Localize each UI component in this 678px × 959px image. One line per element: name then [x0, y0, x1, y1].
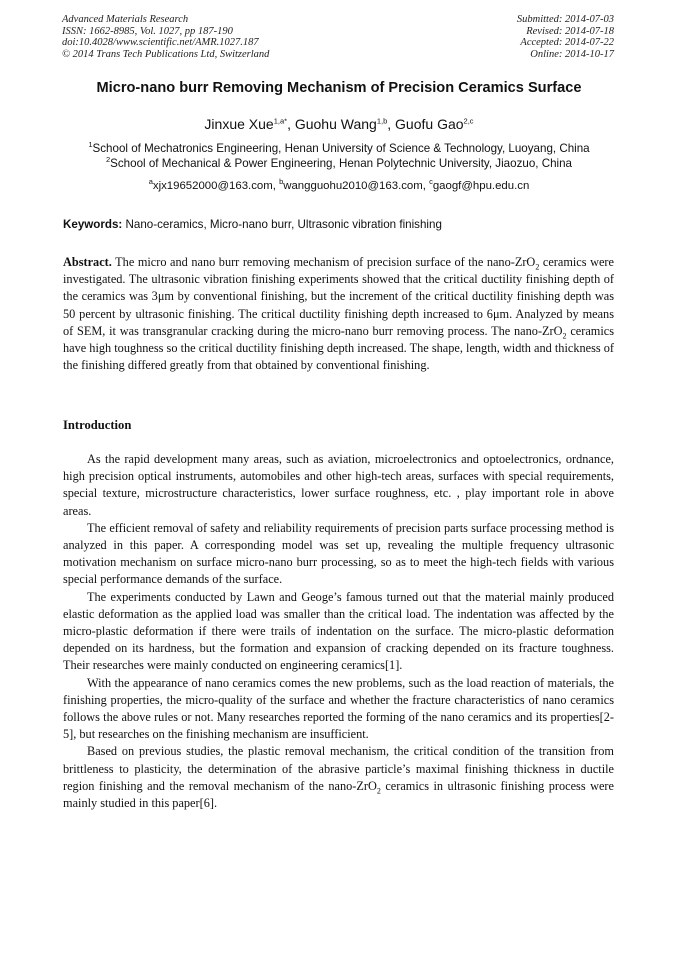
- subscript: 2: [562, 331, 567, 341]
- subscript: 2: [376, 786, 381, 796]
- issn-line: ISSN: 1662-8985, Vol. 1027, pp 187-190: [62, 25, 233, 37]
- author-sup: 1,a*: [273, 116, 288, 126]
- abstract: [63, 254, 614, 374]
- affiliation-text: School of Mechanical & Power Engineering, Henan Polytechnic University, Jiaozuo, China: [110, 157, 573, 170]
- affiliation: [0, 142, 678, 155]
- email: xjx19652000@163.com: [152, 180, 273, 192]
- paragraph: With the appearance of nano ceramics comes the new problems, such as the load reaction of materials, the finishing properties, the micro-quality of the surface and whether the fracture characteristics of nano ceramics follows the above rules or not. Many researches reported the forming of the nano ceramics and its properties[2-5], but researches on the finishing mechanism are insufficient.: [63, 675, 614, 742]
- abstract-label: Abstract.: [63, 255, 112, 269]
- keywords-label: Keywords:: [63, 218, 123, 231]
- keywords: [63, 218, 442, 231]
- paragraph-text: ceramics in ultrasonic finishing process were mainly studied in this paper[6].: [63, 778, 614, 811]
- affiliation-sup: 2: [105, 155, 111, 165]
- online-date: Online: 2014-10-17: [530, 48, 614, 60]
- abstract-text: ceramics have high toughness so the critical ductility finishing depth increased. The shape, length, width and thickness of the finishing differed greatly from that obtained by conventional finishing.: [63, 323, 615, 373]
- keywords-text: Nano-ceramics, Micro-nano burr, Ultrasonic vibration finishing: [125, 218, 442, 231]
- submitted-date: Submitted: 2014-07-03: [516, 14, 614, 25]
- author-name: Jinxue Xue: [204, 116, 274, 132]
- abstract-text: ceramics were investigated. The ultrasonic vibration finishing experiments showed that the critical ductility finishing depth of the ceramics was 3μm by conventional finishing, but the increment of the critical ductility finishing depth was 50 percent by ultrasonic finishing. The critical ductility finishing depth increased to 6μm. Analyzed by means of SEM, it was transgranular cracking during the micro-nano burr removing process. The nano-ZrO: [63, 255, 614, 338]
- email-sup: b: [279, 177, 284, 187]
- author-list: Jinxue Xue$^{1,a*}$, Guohu Wang$^{1,b}$, Guofu Gao$^{2,c}$: [204, 116, 474, 132]
- paragraph: As the rapid development many areas, such as aviation, microelectronics and optoelectronics, ordnance, high precision optical instruments, automobiles and other high-tech areas, surfaces with special requirements, special texture, microstructure characteristics, lower surface roughness, etc. , play important role in above areas.: [63, 452, 614, 518]
- copyright-line: © 2014 Trans Tech Publications Ltd, Switzerland: [62, 48, 270, 60]
- paragraph: [63, 743, 614, 812]
- email-sup: c: [429, 177, 433, 187]
- revised-date: Revised: 2014-07-18: [526, 25, 614, 37]
- author-sup: 1,b: [376, 116, 388, 126]
- affiliation-sup: 1: [88, 140, 93, 150]
- accepted-date: Accepted: 2014-07-22: [520, 37, 614, 49]
- paper-title: Micro-nano burr Removing Mechanism of Precision Ceramics Surface: [96, 80, 582, 96]
- author-name: Guofu Gao: [395, 116, 464, 132]
- dates-header: [517, 14, 614, 60]
- email: gaogf@hpu.edu.cn: [432, 180, 530, 192]
- introduction-body: [63, 451, 614, 812]
- paragraph: The efficient removal of safety and reliability requirements of precision parts surface processing method is analyzed in this paper. A corresponding model was set up, revealing the multiple frequency ultrasonic motivation mechanism on surface micro-nano burr processing, so as to meet the high-tech fields with various special performance demands of the surface.: [63, 520, 614, 587]
- abstract-text: The micro and nano burr removing mechanism of precision surface of the nano-ZrO: [115, 255, 536, 269]
- email-list: $^a$xjx19652000@163.com, $^b$wangguohu2010@163.com, $^c$gaogf@hpu.edu.cn: [148, 177, 530, 192]
- email-sup: a: [148, 177, 153, 187]
- section-heading: Introduction: [63, 418, 132, 432]
- author-sup: 2,c: [463, 116, 474, 126]
- journal-header: [62, 14, 269, 60]
- subscript: 2: [535, 262, 540, 272]
- doi-line: doi:10.4028/www.scientific.net/AMR.1027.187: [62, 37, 259, 49]
- affiliation-text: School of Mechatronics Engineering, Henan University of Science & Technology, Luoyang, China: [92, 142, 590, 155]
- journal-name: Advanced Materials Research: [62, 14, 189, 25]
- author-name: Guohu Wang: [294, 116, 377, 132]
- paragraph-text: Based on previous studies, the plastic removal mechanism, the critical condition of the transition from brittleness to plasticity, the determination of the abrasive particle’s maximal finishing thickness in ductile region finishing and the removal mechanism of the nano-ZrO: [63, 744, 614, 793]
- paragraph: The experiments conducted by Lawn and Geoge’s famous turned out that the material mainly produced elastic deformation as the applied load was smaller than the critical load. The indentation was affected by the micro-plastic deformation if there were trails of indentation on the surface. The micro-plastic deformation depended on its hardness, but the formation and expansion of cracking depended on its fracture toughness. Their researches were mainly conducted on engineering ceramics[1].: [63, 589, 614, 673]
- email: wangguohu2010@163.com: [283, 180, 423, 192]
- affiliation: [0, 157, 678, 170]
